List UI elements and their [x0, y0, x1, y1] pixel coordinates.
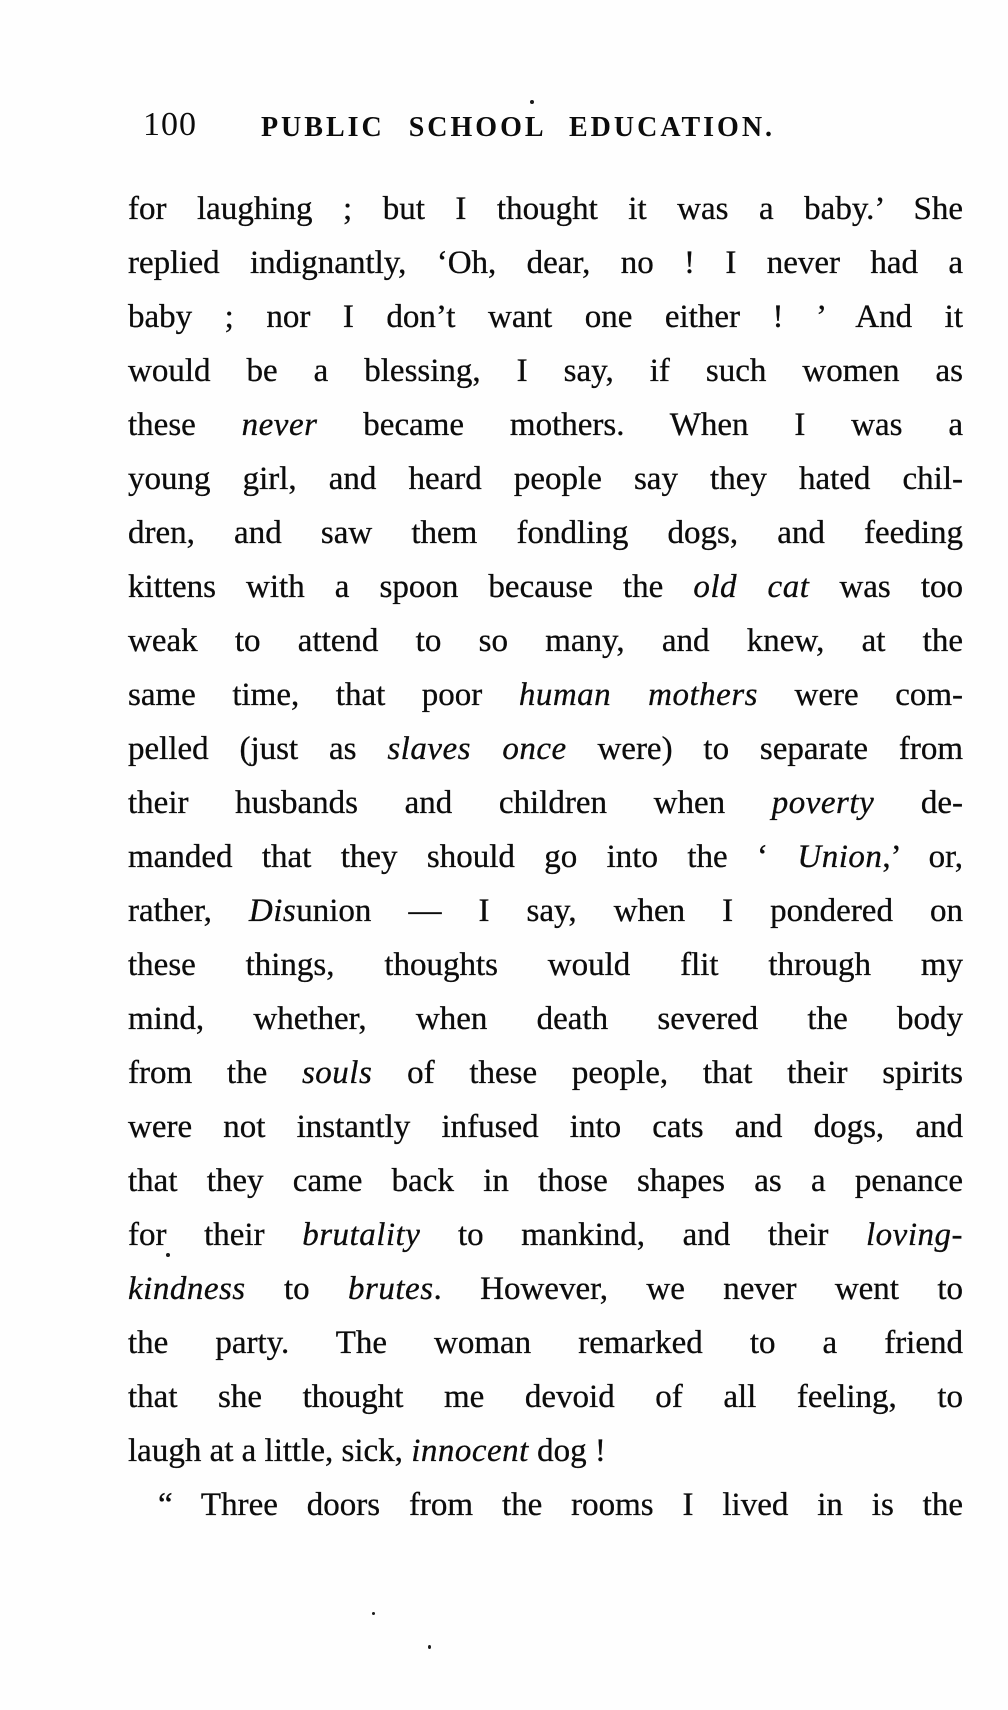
text-segment: dog ! [528, 1433, 606, 1469]
text-segment: the party. The woman remarked to a friend [128, 1325, 963, 1361]
text-segment: for their [128, 1217, 303, 1253]
text-segment: pelled (just as [128, 731, 388, 767]
italic-text-segment: old cat [693, 569, 810, 605]
italic-text-segment: innocent [411, 1433, 529, 1469]
text-line [128, 1154, 963, 1208]
text-segment: to mankind, and their [420, 1217, 867, 1253]
text-line [128, 776, 963, 830]
text-segment: for laughing ; but I thought it was a baby.’ She [128, 191, 963, 227]
italic-text-segment: loving- [866, 1217, 963, 1253]
text-line [128, 398, 963, 452]
text-segment: were) to separate from [566, 731, 963, 767]
text-segment: “ Three doors from the rooms I lived in is the [158, 1487, 963, 1523]
text-segment: became mothers. When I was a [317, 407, 963, 443]
text-line [128, 182, 963, 236]
text-segment: would be a blessing, I say, if such women as [128, 353, 963, 389]
italic-text-segment: brutality [302, 1217, 421, 1253]
text-segment: same time, that poor [128, 677, 519, 713]
text-segment: these [128, 407, 242, 443]
text-line [128, 722, 963, 776]
text-line [128, 1424, 963, 1478]
scan-speck [166, 1253, 170, 1257]
body-text [128, 182, 963, 1532]
text-segment: of these people, that their spirits [372, 1055, 963, 1091]
italic-text-segment: human mothers [518, 677, 759, 713]
text-segment: union — I say, when I pondered on [296, 893, 963, 929]
scan-speck [372, 1612, 375, 1615]
text-segment: laugh at a little, sick, [128, 1433, 412, 1469]
text-line [128, 830, 963, 884]
text-segment: baby ; nor I don’t want one either ! ’ And it [128, 299, 963, 335]
text-line [128, 614, 963, 668]
text-line [128, 1208, 963, 1262]
text-line [128, 290, 963, 344]
text-segment: ,’ or, [882, 839, 963, 875]
italic-text-segment: slaves once [387, 731, 567, 767]
scan-speck [530, 100, 534, 104]
text-line [128, 1370, 963, 1424]
text-line [128, 668, 963, 722]
text-segment: was too [809, 569, 963, 605]
text-segment: de- [874, 785, 963, 821]
italic-text-segment: souls [301, 1055, 373, 1091]
text-line [128, 992, 963, 1046]
text-segment: that she thought me devoid of all feeling, to [128, 1379, 963, 1415]
text-line [128, 884, 963, 938]
text-segment: manded that they should go into the ‘ [128, 839, 798, 875]
text-segment: to [245, 1271, 349, 1307]
text-segment: replied indignantly, ‘Oh, dear, no ! I never had a [128, 245, 963, 281]
italic-text-segment: poverty [771, 785, 875, 821]
text-segment: from the [128, 1055, 302, 1091]
scan-speck [428, 1645, 431, 1649]
page-number: 100 [143, 106, 197, 143]
text-line [128, 236, 963, 290]
text-line [128, 1262, 963, 1316]
text-line [128, 452, 963, 506]
italic-text-segment: Union [797, 839, 883, 875]
italic-text-segment: Dis [248, 893, 297, 929]
text-line [128, 344, 963, 398]
text-line [128, 938, 963, 992]
italic-text-segment: kindness [128, 1271, 246, 1307]
text-segment: . However, we never went to [433, 1271, 963, 1307]
text-segment: these things, thoughts would flit through my [128, 947, 963, 983]
text-segment: that they came back in those shapes as a penance [128, 1163, 963, 1199]
text-segment: their husbands and children when [128, 785, 772, 821]
text-line [128, 560, 963, 614]
text-line [128, 506, 963, 560]
text-line [128, 1478, 963, 1532]
text-segment: were not instantly infused into cats and dogs, and [128, 1109, 963, 1145]
text-segment: young girl, and heard people say they hated chil- [128, 461, 963, 497]
running-header: PUBLIC SCHOOL EDUCATION. [260, 112, 776, 143]
italic-text-segment: never [241, 407, 318, 443]
text-segment: rather, [128, 893, 249, 929]
text-line [128, 1316, 963, 1370]
text-line [128, 1046, 963, 1100]
text-line [128, 1100, 963, 1154]
text-segment: mind, whether, when death severed the body [128, 1001, 963, 1037]
text-segment: were com- [758, 677, 963, 713]
text-segment: dren, and saw them fondling dogs, and feeding [128, 515, 963, 551]
text-segment: weak to attend to so many, and knew, at the [128, 623, 963, 659]
italic-text-segment: brutes [348, 1271, 434, 1307]
text-segment: kittens with a spoon because the [128, 569, 694, 605]
